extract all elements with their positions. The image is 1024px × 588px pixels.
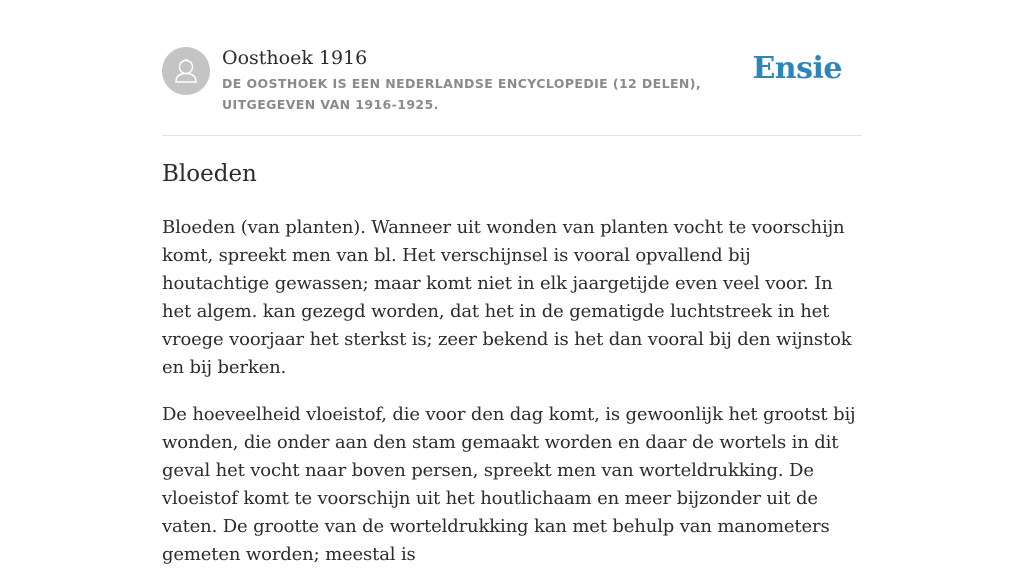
- article-title: Bloeden: [162, 161, 257, 187]
- article-paragraph-2: De hoeveelheid vloeistof, die voor den dag komt, is gewoonlijk het grootst bij wonden, die onder aan den stam gemaakt worden en daar de wortels in dit geval het vocht naar boven persen, spreekt men van worteldrukking. De vloeistof komt te voorschijn uit het houtlichaam en meer bijzonder uit de vaten. De grootte van de worteldrukking kan met behulp van manometers gemeten worden; meestal is: [162, 404, 856, 565]
- source-header: [162, 46, 862, 116]
- user-icon[interactable]: [162, 47, 210, 95]
- article-paragraph-1: Bloeden (van planten). Wanneer uit wonden van planten vocht te voorschijn komt, spreekt men van bl. Het verschijnsel is vooral opvallend bij houtachtige gewassen; maar komt niet in elk jaargetijde even veel voor. In het algem. kan gezegd worden, dat het in de gematigde luchtstreek in het vroege voorjaar het sterkst is; zeer bekend is het dan vooral bij den wijnstok en bij berken.: [162, 217, 852, 378]
- header-divider: [162, 135, 862, 136]
- ensie-logo-link[interactable]: Ensie: [752, 51, 842, 86]
- source-description: DE OOSTHOEK IS EEN NEDERLANDSE ENCYCLOPEDIE (12 DELEN), UITGEGEVEN VAN 1916-1925.: [222, 76, 702, 112]
- source-title[interactable]: Oosthoek 1916: [222, 47, 368, 69]
- article: [162, 158, 862, 588]
